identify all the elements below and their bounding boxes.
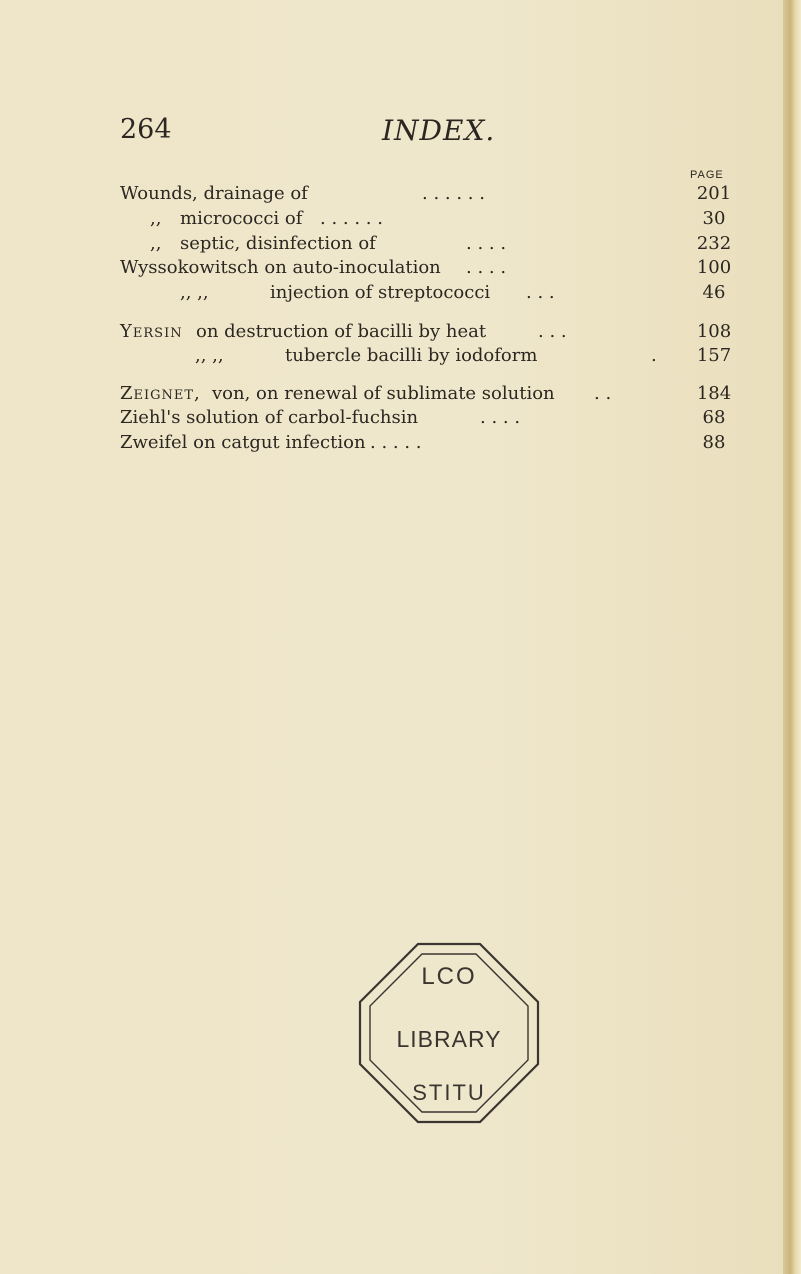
leader-dots: . . [594,383,612,404]
leader-dots: . . . . . [370,432,422,453]
ditto-mark: ,, [150,233,162,254]
entry-text: septic, disinfection of [180,233,376,254]
leader-dots: . . . . [466,233,507,254]
entry-page-number: 88 [702,432,726,453]
index-entry [120,321,740,345]
index-entry [120,383,740,407]
entry-page-number: 108 [696,321,732,342]
entry-page-number: 184 [696,383,732,404]
entry-text: von, on renewal of sublimate solution [212,383,555,404]
entry-page-number: 201 [696,183,732,204]
entry-author: Yersin [120,321,183,342]
entry-text: Zweifel on catgut infection [120,432,366,453]
page-edge [783,0,801,1274]
leader-dots: . [651,345,657,366]
entry-page-number: 100 [696,257,732,278]
stamp-center-text: LIBRARY [396,1026,502,1052]
entry-page-number: 30 [702,208,726,229]
entry-page-number: 232 [696,233,732,254]
page-number: 264 [120,114,172,145]
entry-page-number: 46 [702,282,726,303]
index-entry [120,432,740,456]
leader-dots: . . . . . . [422,183,485,204]
entry-author: Zeignet, [120,383,201,404]
index-entry [195,345,740,369]
ditto-mark: ,, ,, [180,282,209,303]
index-entry [120,183,740,207]
stamp-top-text: LCO [421,963,477,990]
index-entry [120,257,740,281]
library-stamp [356,940,542,1126]
entry-text: micrococci of [180,208,303,229]
page-column-label: PAGE [690,169,724,181]
stamp-bottom-text: STITU [412,1080,486,1105]
entry-page-number: 68 [702,407,726,428]
ditto-mark: ,, [150,208,162,229]
entry-page-number: 157 [696,345,732,366]
entry-text: tubercle bacilli by iodoform [285,345,538,366]
entry-text: Ziehl's solution of carbol-fuchsin [120,407,419,428]
entry-text: injection of streptococci [270,282,491,303]
leader-dots: . . . . . . [320,208,383,229]
index-entry [120,407,740,431]
entry-text: Wyssokowitsch on auto-inoculation [120,257,441,278]
running-title: INDEX. [382,114,496,147]
leader-dots: . . . [526,282,555,303]
index-entry [150,208,740,232]
index-entry [150,233,740,257]
entry-text: Wounds, drainage of [120,183,308,204]
leader-dots: . . . [538,321,567,342]
page-header [0,114,783,154]
entry-text: on destruction of bacilli by heat [196,321,487,342]
leader-dots: . . . . [480,407,521,428]
index-entry [180,282,740,306]
ditto-mark: ,, ,, [195,345,224,366]
leader-dots: . . . . [466,257,507,278]
